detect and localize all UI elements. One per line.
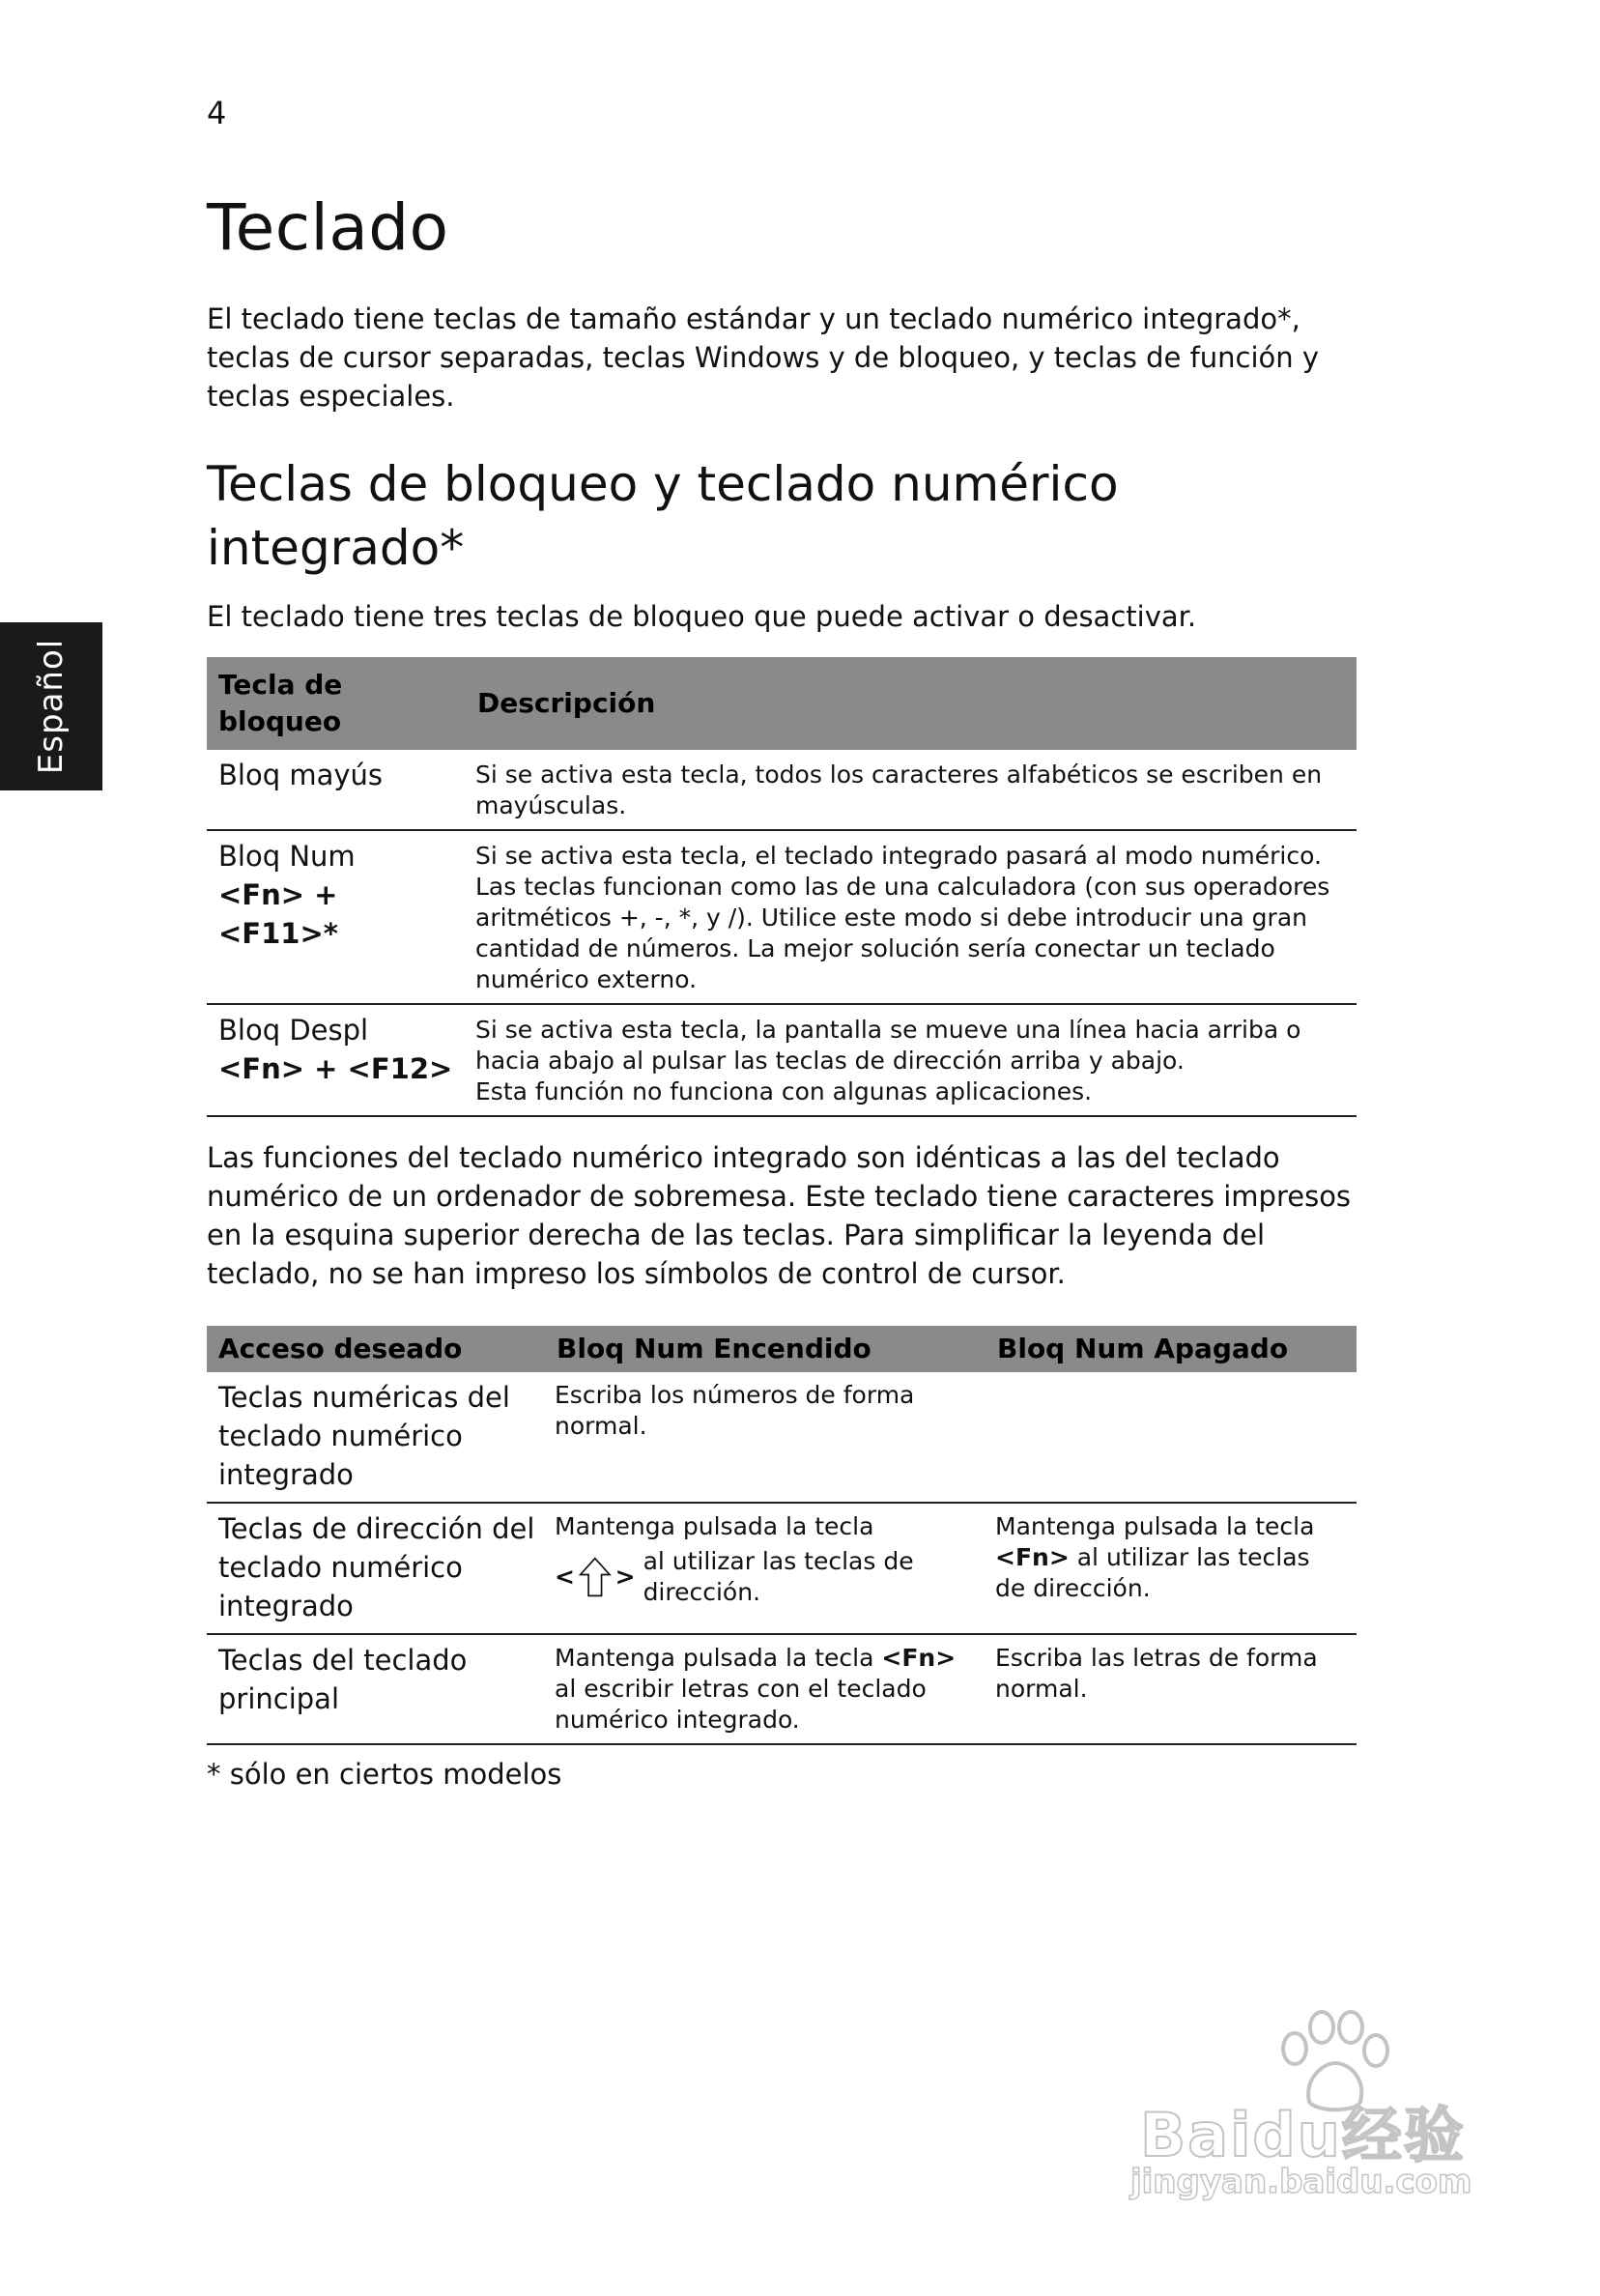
key-combination: <Fn> + <F11>*: [218, 878, 338, 950]
key-combination: <Fn> + <F12>: [218, 1052, 453, 1085]
access-cell: Teclas del teclado principal: [207, 1634, 545, 1744]
numlock-on-cell: [545, 1634, 986, 1744]
description-text: Si se activa esta tecla, la pantalla se mueve una línea hacia arriba o hacia abajo al pulsar las teclas de dirección arriba y abajo.: [475, 1016, 1301, 1075]
numlock-on-cell: [545, 1503, 986, 1634]
table-row: [207, 1004, 1357, 1116]
numlock-off-cell: [986, 1372, 1357, 1503]
page-content: [207, 189, 1357, 1794]
instruction-text: al utilizar las teclas de dirección.: [995, 1543, 1310, 1602]
column-header-numlock-on: Bloq Num Encendido: [545, 1326, 986, 1372]
language-side-tab: [0, 622, 102, 790]
lock-key-name: Bloq Num: [218, 840, 356, 873]
lock-section-heading: Teclas de bloqueo y teclado numérico integrado*: [207, 456, 1119, 576]
instruction-text: Mantenga pulsada la tecla: [555, 1644, 874, 1672]
lock-key-cell: [207, 750, 466, 830]
key-bracket-open: <: [555, 1563, 575, 1591]
table-row: [207, 1634, 1357, 1744]
table-row: [207, 830, 1357, 1004]
instruction-text: al escribir letras con el teclado numérico integrado.: [555, 1675, 927, 1734]
numlock-off-cell: [986, 1503, 1357, 1634]
description-cell: [466, 1004, 1357, 1116]
table-header-row: [207, 657, 1357, 750]
lock-key-cell: [207, 1004, 466, 1116]
fn-key-label: <Fn>: [881, 1644, 957, 1672]
lock-key-name: Bloq Despl: [218, 1014, 369, 1047]
watermark-brand: Baidu经验: [1140, 2100, 1466, 2170]
table-header-row: [207, 1326, 1357, 1372]
numpad-access-table: [207, 1326, 1357, 1745]
numlock-on-cell: Escriba los números de forma normal.: [545, 1372, 986, 1503]
lock-key-name: Bloq mayús: [218, 759, 383, 791]
table-row: [207, 1503, 1357, 1634]
description-cell: Si se activa esta tecla, todos los caracteres alfabéticos se escriben en mayúsculas.: [466, 750, 1357, 830]
instruction-text: al utilizar las teclas de dirección.: [643, 1547, 914, 1606]
page-number: 4: [207, 95, 227, 131]
table-row: [207, 1372, 1357, 1503]
column-header-lock-key: Tecla de bloqueo: [207, 657, 466, 750]
numpad-paragraph: Las funciones del teclado numérico integrado son idénticas a las del teclado numérico de un ordenador de sobremesa. Este teclado tiene caracteres impresos en la esquina superior derecha de las teclas. Para simplificar la leyenda del teclado, no se han impreso los símbolos de control de cursor.: [207, 1141, 1352, 1290]
arrow-key-instruction: [555, 1546, 976, 1608]
access-cell: Teclas numéricas del teclado numérico integrado: [207, 1372, 545, 1503]
page-title: Teclado: [207, 190, 449, 265]
lock-key-cell: [207, 830, 466, 1004]
lock-keys-table: [207, 657, 1357, 1117]
side-tab-label: Español: [32, 638, 71, 775]
column-header-description: Descripción: [466, 657, 1357, 750]
watermark: [1082, 2010, 1507, 2203]
description-cell: Si se activa esta tecla, el teclado integrado pasará al modo numérico. Las teclas funcionan como las de una calculadora (con sus operadores aritméticos +, -, *, y /). Utilice este modo si debe introducir una gran cantidad de números. La mejor solución sería conectar un teclado numérico externo.: [466, 830, 1357, 1004]
table-row: [207, 750, 1357, 830]
fn-key-label: <Fn>: [995, 1543, 1070, 1571]
numlock-off-cell: Escriba las letras de forma normal.: [986, 1634, 1357, 1744]
intro-paragraph: El teclado tiene teclas de tamaño estándar y un teclado numérico integrado*, teclas de cursor separadas, teclas Windows y de bloqueo, y teclas de función y teclas especiales.: [207, 302, 1320, 413]
watermark-url: jingyan.baidu.com: [1130, 2163, 1472, 2201]
column-header-numlock-off: Bloq Num Apagado: [986, 1326, 1357, 1372]
arrow-up-icon: [579, 1553, 612, 1601]
description-note: Esta función no funciona con algunas aplicaciones.: [475, 1077, 1093, 1105]
instruction-text: Mantenga pulsada la tecla: [555, 1512, 874, 1540]
access-cell: Teclas de dirección del teclado numérico integrado: [207, 1503, 545, 1634]
lock-section-intro: El teclado tiene tres teclas de bloqueo que puede activar o desactivar.: [207, 600, 1197, 633]
footnote: * sólo en ciertos modelos: [207, 1758, 562, 1791]
key-bracket-close: >: [614, 1563, 636, 1591]
instruction-text: Mantenga pulsada la tecla: [995, 1512, 1315, 1540]
column-header-access: Acceso deseado: [207, 1326, 545, 1372]
